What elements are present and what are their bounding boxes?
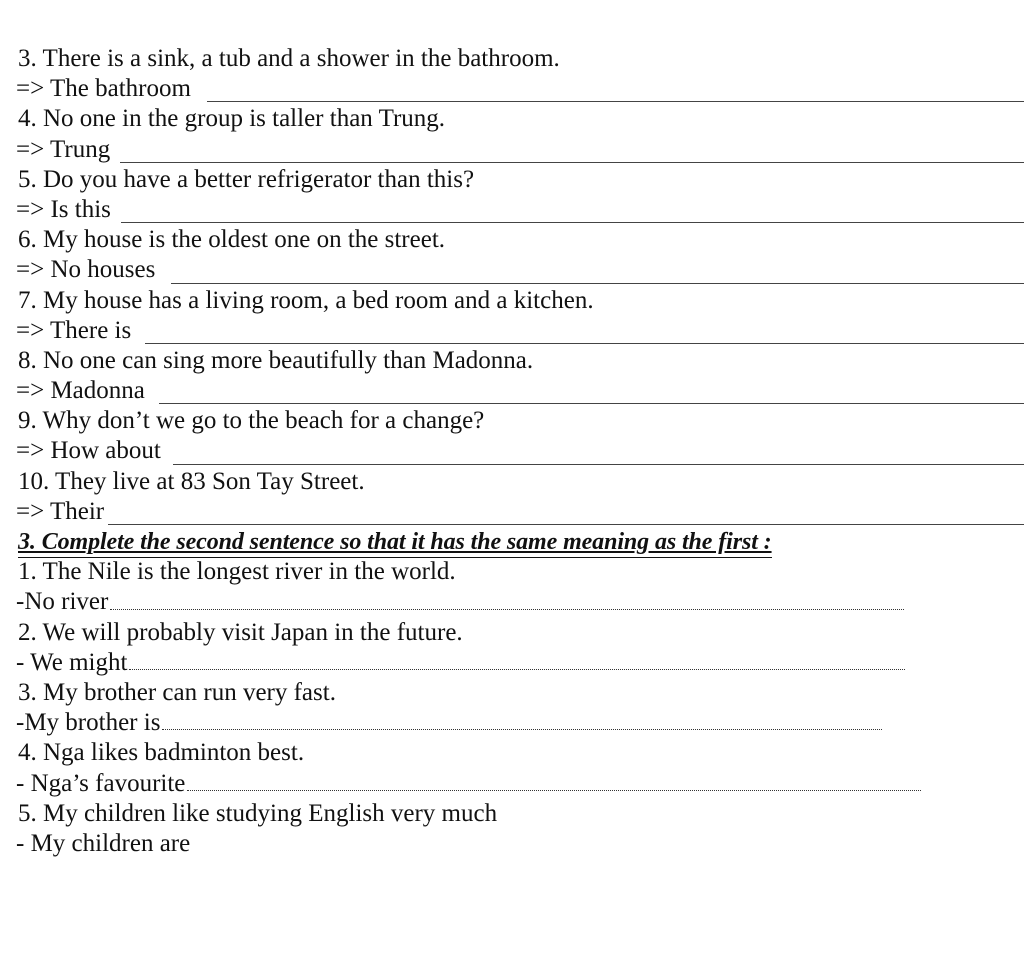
answer-prompt: => Is this [16, 195, 111, 223]
s3-question-1 [0, 557, 1024, 587]
answer-prompt: -My brother is [16, 709, 161, 737]
question-text: 4. No one in the group is taller than Trung. [18, 105, 446, 133]
answer-blank[interactable] [207, 101, 1024, 102]
s3-question-3 [0, 678, 1024, 708]
answer-blank[interactable] [171, 283, 1024, 284]
answer-row-9 [0, 436, 1024, 466]
question-6 [0, 225, 1024, 255]
answer-row-3 [0, 74, 1024, 104]
question-text: 5. Do you have a better refrigerator than this? [18, 165, 475, 193]
answer-dotted-blank[interactable] [110, 609, 904, 610]
answer-dotted-blank[interactable] [162, 729, 882, 730]
answer-blank[interactable] [108, 524, 1024, 525]
question-3 [0, 44, 1024, 74]
s3-answer-row-1 [0, 587, 1024, 617]
question-text: 3. There is a sink, a tub and a shower in the bathroom. [18, 45, 560, 72]
s3-question-2 [0, 618, 1024, 648]
answer-prompt: - We might [16, 648, 128, 676]
question-text: 2. We will probably visit Japan in the future. [18, 618, 463, 646]
s3-answer-row-5 [0, 829, 1024, 859]
question-text: 8. No one can sing more beautifully than Madonna. [18, 346, 534, 374]
question-text: 1. The Nile is the longest river in the world. [18, 558, 456, 586]
section-heading [0, 527, 1024, 557]
section-heading-text: 3. Complete the second sentence so that it has the same meaning as the first : [18, 527, 772, 558]
s3-question-4 [0, 738, 1024, 768]
answer-row-5 [0, 195, 1024, 225]
answer-prompt: - My children are [16, 829, 191, 857]
answer-blank[interactable] [173, 464, 1024, 465]
answer-row-6 [0, 255, 1024, 285]
question-text: 4. Nga likes badminton best. [18, 739, 305, 767]
s3-answer-row-2 [0, 648, 1024, 678]
answer-prompt: => The bathroom [16, 75, 191, 103]
answer-row-7 [0, 316, 1024, 346]
worksheet [0, 44, 1024, 859]
question-text: 10. They live at 83 Son Tay Street. [18, 467, 365, 495]
answer-blank[interactable] [121, 222, 1024, 223]
question-4 [0, 104, 1024, 134]
question-7 [0, 286, 1024, 316]
question-9 [0, 406, 1024, 436]
question-text: 6. My house is the oldest one on the street. [18, 226, 446, 254]
answer-row-10 [0, 497, 1024, 527]
answer-row-4 [0, 135, 1024, 165]
answer-blank[interactable] [159, 403, 1024, 404]
answer-blank[interactable] [145, 343, 1024, 344]
answer-prompt: => Madonna [16, 377, 145, 405]
question-text: 3. My brother can run very fast. [18, 678, 336, 706]
answer-dotted-blank[interactable] [129, 669, 905, 670]
s3-answer-row-4 [0, 769, 1024, 799]
answer-prompt: => No houses [16, 256, 156, 284]
answer-prompt: => There is [16, 316, 132, 344]
answer-prompt: => Their [16, 497, 105, 525]
answer-prompt: -No river [16, 588, 109, 616]
question-text: 5. My children like studying English very much [18, 799, 498, 827]
answer-prompt: - Nga’s favourite [16, 769, 186, 797]
s3-question-5 [0, 799, 1024, 829]
answer-row-8 [0, 376, 1024, 406]
answer-blank[interactable] [120, 162, 1024, 163]
question-8 [0, 346, 1024, 376]
question-text: 7. My house has a living room, a bed room and a kitchen. [18, 286, 594, 314]
answer-dotted-blank[interactable] [187, 790, 921, 791]
question-10 [0, 467, 1024, 497]
question-5 [0, 165, 1024, 195]
s3-answer-row-3 [0, 708, 1024, 738]
answer-prompt: => How about [16, 437, 161, 465]
question-text: 9. Why don’t we go to the beach for a change? [18, 407, 485, 435]
answer-prompt: => Trung [16, 135, 111, 163]
